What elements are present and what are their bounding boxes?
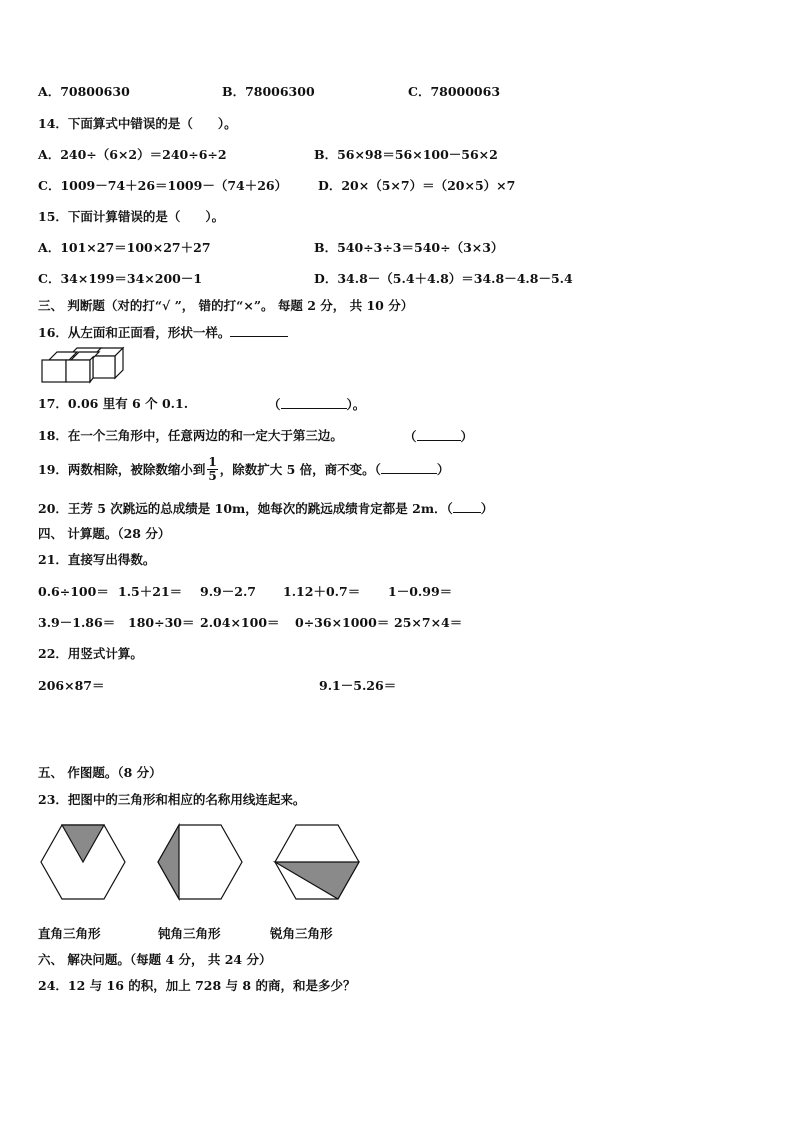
vertical-calc-item: 9.1－5.26＝ <box>319 678 397 693</box>
calc-item: 1－0.99＝ <box>388 584 453 599</box>
answer-blank[interactable] <box>453 500 481 513</box>
answer-blank[interactable] <box>381 461 437 474</box>
hexagon-obtuse-triangle <box>157 824 243 900</box>
triangle-label: 钝角三角形 <box>158 926 221 941</box>
calc-item: 0÷36×1000＝ <box>295 615 390 630</box>
calc-item: 2.04×100＝ <box>200 615 280 630</box>
q21-stem: 21．直接写出得数。 <box>38 552 156 567</box>
q19-text: 19．两数相除，被除数缩小到 $\frac{1}{5}$ ，除数扩大 5 倍，商不变。（ ） <box>38 455 450 483</box>
q17-answer: （ ）。 <box>268 397 366 412</box>
answer-blank[interactable] <box>417 428 461 441</box>
calc-item: 0.6÷100＝ <box>38 584 109 599</box>
q13-option-b: B．78006300 <box>222 84 315 99</box>
q13-option-c: C．78000063 <box>408 84 501 99</box>
calc-item: 1.5＋21＝ <box>118 584 183 599</box>
section-6-title: 六、 解决问题。（每题 4 分， 共 24 分） <box>38 952 272 967</box>
q16-text: 16．从左面和正面看，形状一样。 <box>38 324 288 341</box>
q14-option-c: C．1009－74＋26＝1009－（74＋26） <box>38 178 288 193</box>
shaded-triangle <box>158 825 179 899</box>
q14-stem: 14．下面算式中错误的是（ ）。 <box>38 116 237 131</box>
section-3-title: 三、 判断题（对的打“√ ”， 错的打“×”。 每题 2 分， 共 10 分） <box>38 298 414 313</box>
q17-text: 17．0.06 里有 6 个 0.1. <box>38 396 189 411</box>
q13-option-a: A．70800630 <box>38 84 130 99</box>
section-4-title: 四、 计算题。（28 分） <box>38 526 171 541</box>
q15-option-b: B．540÷3÷3＝540÷（3×3） <box>314 240 504 255</box>
calc-item: 3.9－1.86＝ <box>38 615 116 630</box>
calc-item: 9.9－2.7 <box>200 584 256 599</box>
hexagon-right-triangle <box>40 824 126 900</box>
q15-option-a: A．101×27＝100×27＋27 <box>38 240 211 255</box>
cube-figure <box>41 346 125 384</box>
q14-option-a: A．240÷（6×2）＝240÷6÷2 <box>38 147 227 162</box>
q22-stem: 22．用竖式计算。 <box>38 646 143 661</box>
q23-stem: 23．把图中的三角形和相应的名称用线连起来。 <box>38 792 306 807</box>
vertical-calc-item: 206×87＝ <box>38 678 105 693</box>
calc-item: 180÷30＝ <box>128 615 195 630</box>
q15-option-d: D．34.8－（5.4＋4.8）＝34.8－4.8－5.4 <box>314 271 573 286</box>
answer-blank[interactable] <box>230 324 288 337</box>
q14-option-d: D．20×（5×7）＝（20×5）×7 <box>318 178 516 193</box>
q20-text: 20．王芳 5 次跳远的总成绩是 10m，她每次的跳远成绩肯定都是 2m．（ ） <box>38 501 494 516</box>
section-5-title: 五、 作图题。（8 分） <box>38 765 162 780</box>
fraction-one-fifth: $\frac{1}{5}$ <box>208 455 217 483</box>
answer-blank[interactable] <box>281 396 347 409</box>
q24-text: 24．12 与 16 的积，加上 728 与 8 的商，和是多少？ <box>38 978 356 993</box>
triangle-label: 直角三角形 <box>38 926 101 941</box>
q15-option-c: C．34×199＝34×200－1 <box>38 271 203 286</box>
q18-answer: （ ） <box>404 429 474 444</box>
calc-item: 25×7×4＝ <box>394 615 463 630</box>
q18-text: 18．在一个三角形中，任意两边的和一定大于第三边。 <box>38 428 343 443</box>
hexagon-acute-triangle <box>274 824 360 900</box>
q15-stem: 15．下面计算错误的是（ ）。 <box>38 209 225 224</box>
triangle-label: 锐角三角形 <box>270 926 333 941</box>
q14-option-b: B．56×98＝56×100－56×2 <box>314 147 498 162</box>
calc-item: 1.12＋0.7＝ <box>283 584 361 599</box>
